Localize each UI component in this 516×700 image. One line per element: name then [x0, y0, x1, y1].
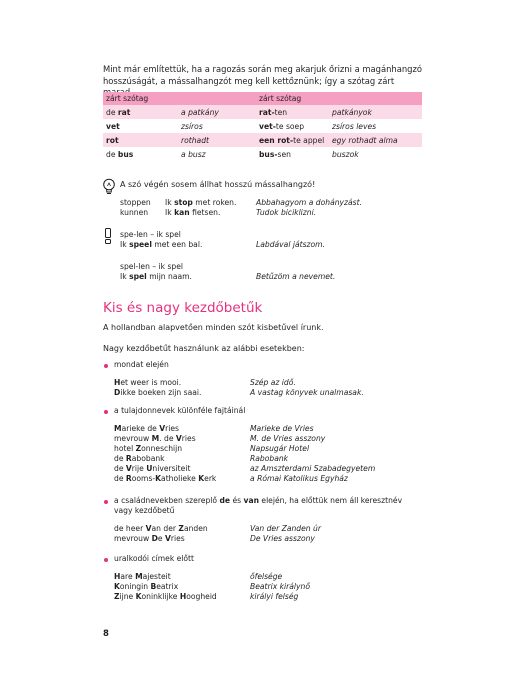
example-translation: az Amszterdami Szabadegyetem — [250, 464, 376, 473]
section-paragraph: Nagy kezdőbetűt használunk az alábbi esetekben: — [103, 344, 305, 353]
example-name: mevrouw De Vries — [114, 534, 185, 543]
table-cell: vet-te soep — [259, 121, 305, 131]
intro-line: hosszúságát, a mássalhangzót meg kell kettőznünk; így a szótag zárt — [103, 75, 395, 86]
example-sentence: Ik speel met een bal. — [120, 240, 203, 249]
example-name: de heer Van der Zanden — [114, 524, 208, 533]
example-name: hotel Zonneschijn — [114, 444, 183, 453]
example-translation: a Római Katolikus Egyház — [250, 474, 348, 483]
example-translation: Tudok biciklizni. — [256, 208, 317, 217]
example-name: de Rabobank — [114, 454, 165, 463]
example-translation: királyi felség — [250, 592, 299, 601]
header-left: zárt szótag — [103, 92, 256, 105]
example-translation: Betűzöm a nevemet. — [256, 272, 336, 281]
table-cell: rat-ten — [256, 105, 329, 119]
bullet-label: mondat elején — [114, 360, 169, 369]
table-cell: buszok — [332, 149, 359, 159]
example-translation: Van der Zanden úr — [250, 524, 321, 533]
page-number: 8 — [103, 629, 109, 639]
table-cell: zsíros leves — [332, 121, 377, 131]
example-sentence: Het weer is mooi. — [114, 378, 182, 387]
table-cell: de rat — [103, 105, 178, 119]
example-verb: kunnen — [120, 208, 149, 217]
bullet-marker — [104, 364, 108, 368]
example-sentence: Ik stop met roken. — [165, 198, 237, 207]
table-cell: een rot-te appel — [256, 133, 329, 147]
table-cell: rothadt — [178, 133, 256, 147]
example-title: Hare Majesteit — [114, 572, 171, 581]
example-line: spe-len – ik spel — [120, 230, 181, 239]
example-translation: A vastag könyvek unalmasak. — [250, 388, 364, 397]
lightbulb-icon — [102, 178, 116, 196]
section-title: Kis és nagy kezdőbetűk — [103, 300, 263, 316]
example-name: mevrouw M. de Vries — [114, 434, 196, 443]
example-name: de Vrije Universiteit — [114, 464, 191, 473]
intro-line: Mint már említettük, ha a ragozás során meg akarjuk őrizni a magánhangzó — [103, 64, 423, 74]
example-translation: Marieke de Vries — [250, 424, 314, 433]
bullet-marker — [104, 410, 108, 414]
exclamation-icon — [104, 228, 112, 244]
example-translation: Szép az idő. — [250, 378, 296, 387]
example-sentence: Ik kan fietsen. — [165, 208, 221, 217]
table-header-row — [103, 92, 422, 105]
example-sentence: Ik spel mijn naam. — [120, 272, 192, 281]
table-cell: a busz — [181, 149, 206, 159]
example-translation: Labdával játszom. — [256, 240, 325, 249]
bullet-label: vagy kezdőbetű — [114, 506, 175, 515]
section-paragraph: A hollandban alapvetően minden szót kisbetűvel írunk. — [103, 323, 324, 332]
table-cell: rot — [103, 133, 178, 147]
table-row — [103, 133, 422, 147]
table-cell: egy rothadt alma — [329, 133, 422, 147]
bullet-label: a családnevekben szereplő de és van elején, ha előttük nem áll keresztnév — [114, 496, 403, 505]
table-cell: de bus — [106, 149, 134, 159]
table-cell: patkányok — [329, 105, 422, 119]
tip-text: A szó végén sosem állhat hosszú mássalhangzó! — [120, 180, 316, 189]
example-translation: Napsugár Hotel — [250, 444, 310, 453]
table-cell: bus-sen — [259, 149, 291, 159]
example-name: Marieke de Vries — [114, 424, 180, 433]
bullet-marker — [104, 558, 108, 562]
example-translation: M. de Vries asszony — [250, 434, 326, 443]
example-line: spel-len – ik spel — [120, 262, 183, 271]
example-verb: stoppen — [120, 198, 151, 207]
example-translation: Rabobank — [250, 454, 289, 463]
bullet-label: a tulajdonnevek különféle fajtáinál — [114, 406, 246, 415]
example-translation: Abbahagyom a dohányzást. — [256, 198, 363, 207]
example-translation: őfelsége — [250, 572, 283, 581]
bullet-label: uralkodói címek előtt — [114, 554, 195, 563]
example-title: Koningin Beatrix — [114, 582, 179, 591]
bullet-marker — [104, 500, 108, 504]
example-translation: Beatrix királynő — [250, 582, 310, 591]
table-row — [103, 105, 422, 119]
table-cell: a patkány — [178, 105, 256, 119]
table-cell: vet — [106, 121, 120, 131]
example-sentence: Dikke boeken zijn saai. — [114, 388, 202, 397]
example-translation: De Vries asszony — [250, 534, 315, 543]
syllable-table — [103, 92, 422, 161]
table-row — [103, 147, 422, 161]
header-right: zárt szótag — [256, 92, 422, 105]
table-row — [103, 119, 422, 133]
table-cell: zsíros — [181, 121, 203, 131]
example-title: Zijne Koninklijke Hoogheid — [114, 592, 217, 601]
example-name: de Rooms-Katholieke Kerk — [114, 474, 217, 483]
